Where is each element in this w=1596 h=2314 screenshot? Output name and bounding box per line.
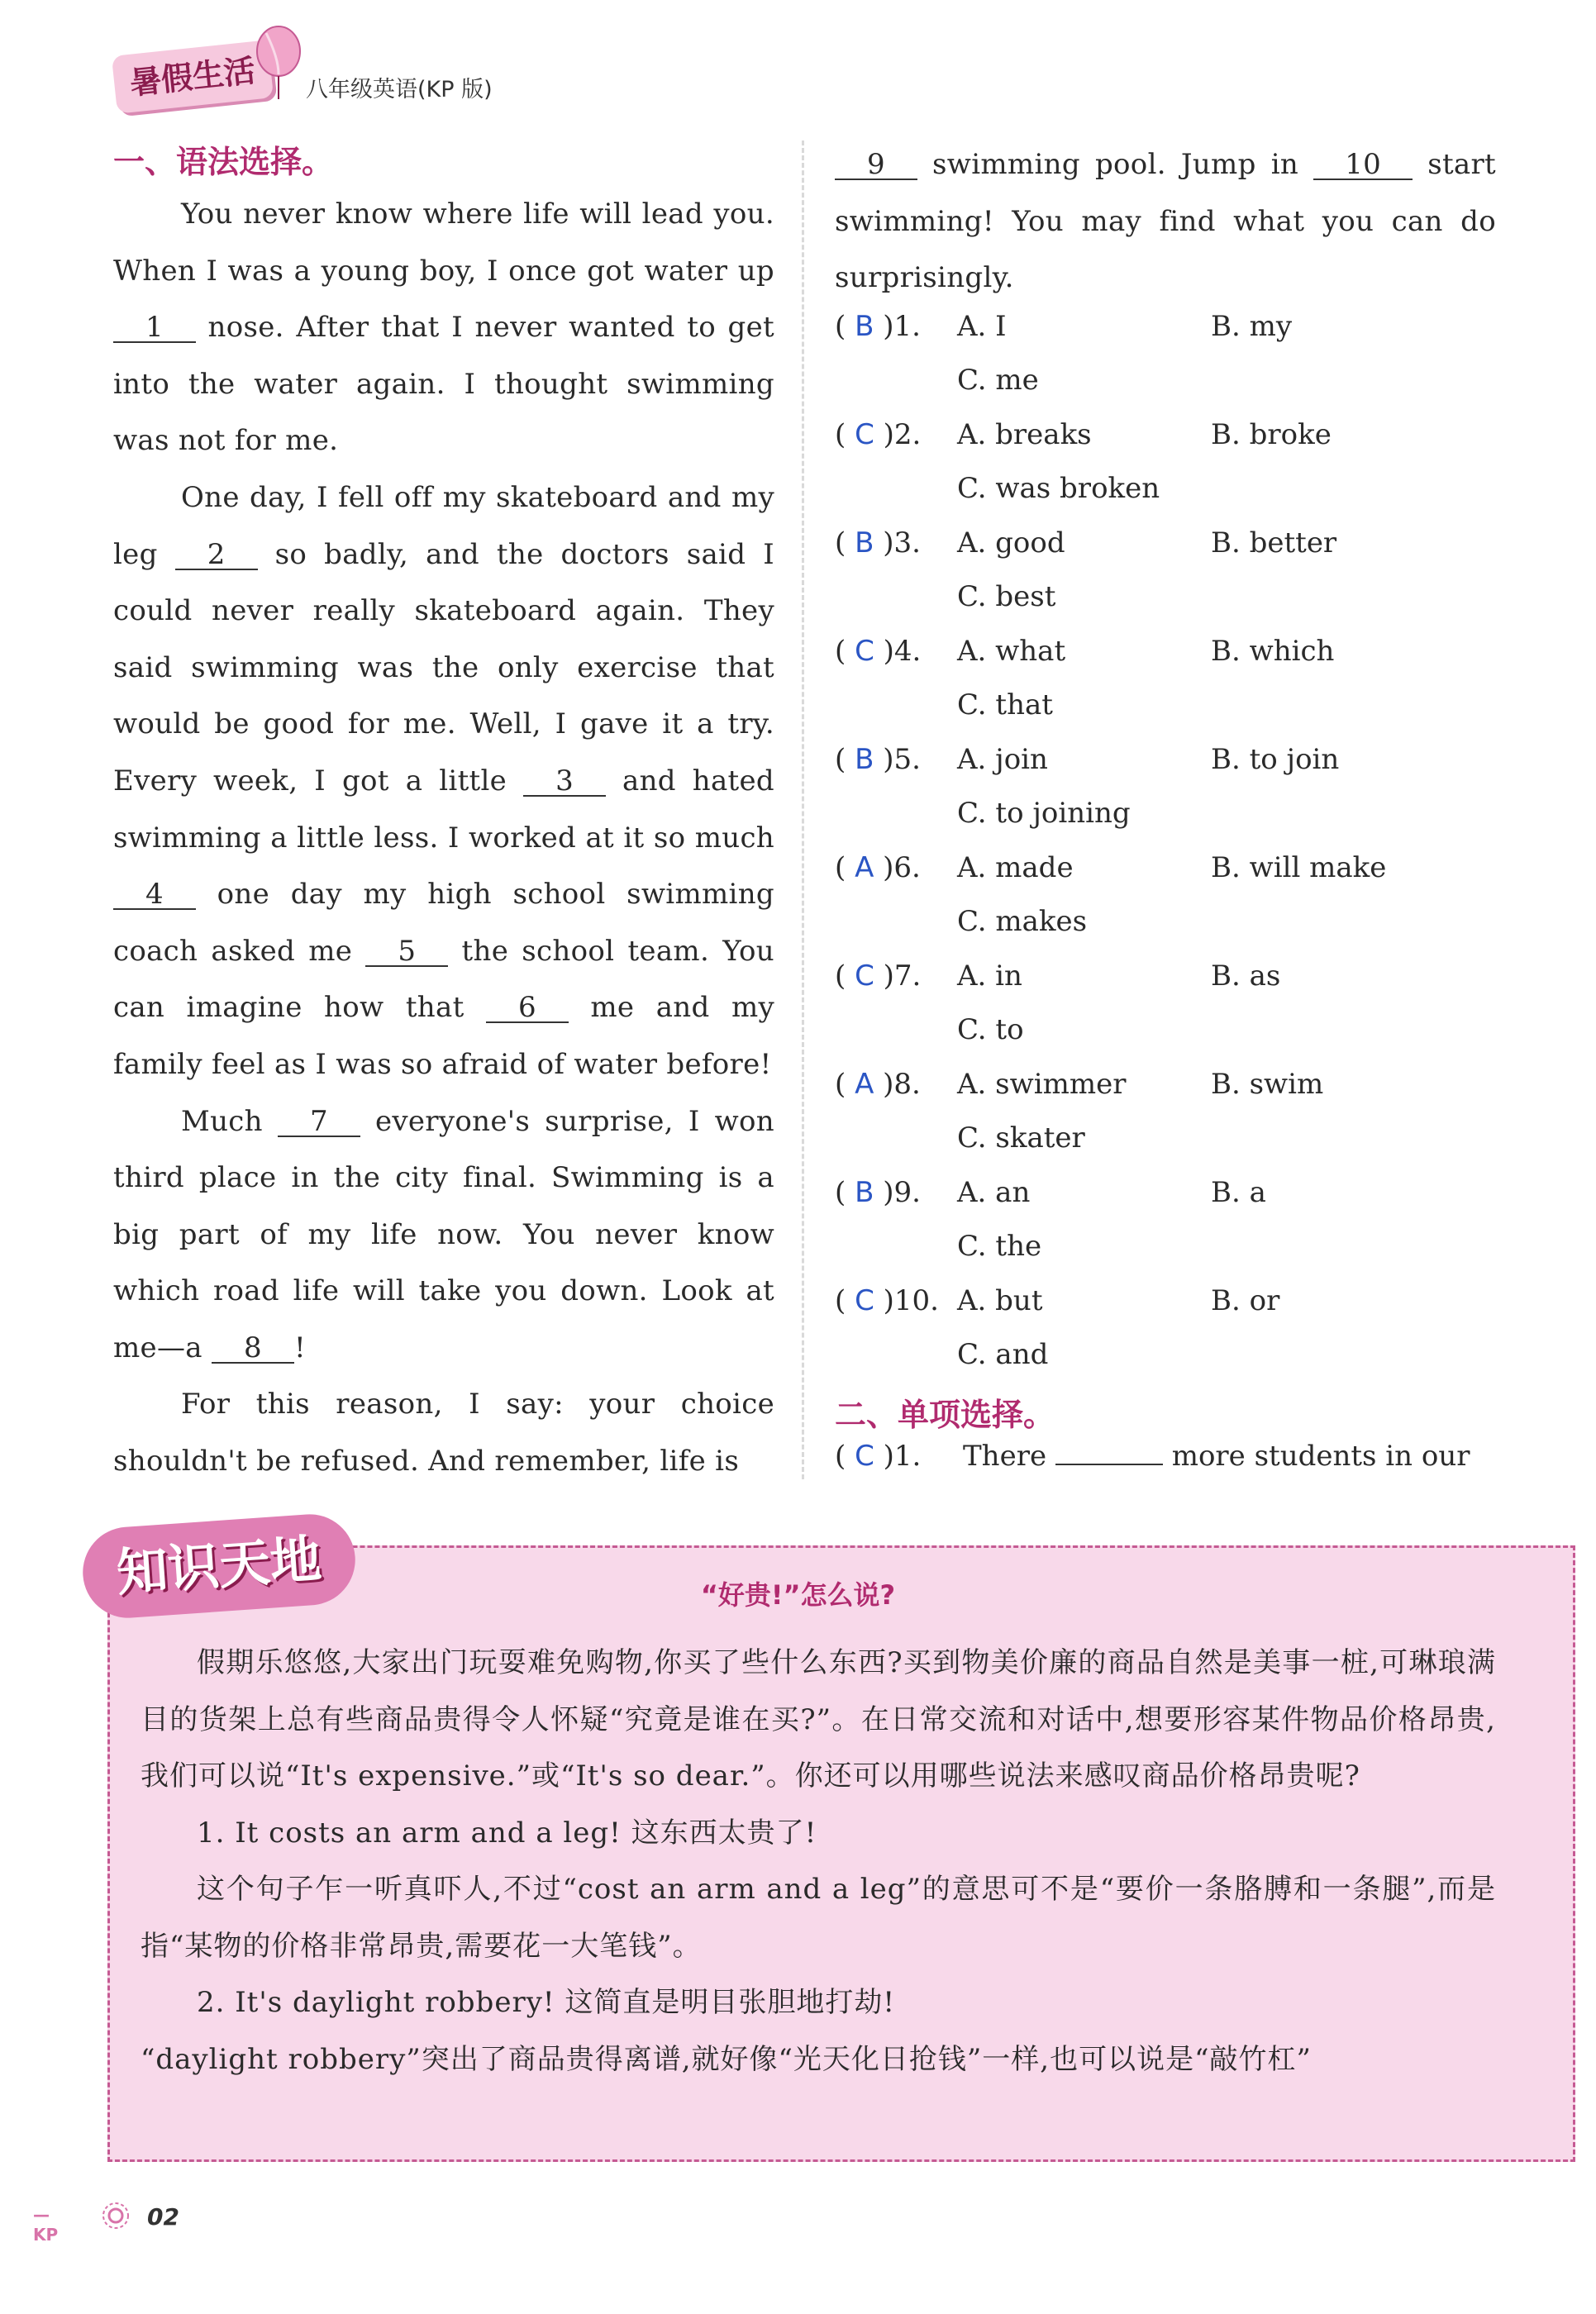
option-b: B. better [1211,526,1337,559]
blank-7: 7 [278,1107,360,1137]
blank-8: 8 [212,1334,294,1364]
question-list [835,310,1496,1393]
knowledge-paragraph: 假期乐悠悠,大家出门玩耍难免购物,你买了些什么东西?买到物美价廉的商品自然是美事一桩,可琳琅满目的货架上总有些商品贵得令人怀疑“究竟是谁在买?”。在日常交流和对话中,想要形容某件物品价格昂贵,我们可以说“It's expensive.”或“It's so dear.”。你还可以用哪些说法来感叹商品价格昂贵呢? [141,1646,1496,1793]
knowledge-paragraph: 2. It's daylight robbery! 这简直是明目张胆地打劫! [197,1986,896,2019]
option-a: A. made [957,850,1074,884]
knowledge-paragraph: 这个句子乍一听真吓人,不过“cost an arm and a leg”的意思可不是“要价一条胳膊和一条腿”,而是指“某物的价格非常昂贵,需要花一大笔钱”。 [141,1873,1496,1963]
passage [113,186,774,1490]
blank-4: 4 [113,880,196,910]
question-item: ( A )6. A. made B. will make C. makes [835,850,1387,938]
answer-mark: B [855,526,874,559]
blank-3: 3 [523,767,606,797]
option-b: B. broke [1211,417,1332,451]
answer-mark: C [855,959,874,993]
knowledge-body [141,1635,1496,2088]
blank-10: 10 [1313,150,1413,180]
option-c: C. to joining [957,796,1131,830]
blank-9: 9 [835,150,917,180]
knowledge-paragraph: 1. It costs an arm and a leg! 这东西太贵了! [197,1816,817,1850]
book-title: 八年级英语(KP 版) [306,77,493,102]
footer-tag: — KP [33,2205,59,2245]
answer-mark: C [855,634,874,668]
option-a: A. in [957,959,1022,993]
option-a: A. I [957,309,1007,343]
option-a: A. swimmer [957,1067,1127,1101]
question-item: ( A )8. A. swimmer B. swim C. skater [835,1067,1324,1155]
option-a: A. good [957,526,1065,559]
choice-question-1: ( C )1. There more students in our [835,1439,1470,1473]
question-item: ( B )3. A. good B. better C. best [835,526,1337,613]
option-b: B. as [1211,959,1281,993]
passage-paragraph-4: For this reason, I say: your choice shouldn't be refused. And remember, life is [113,1388,774,1478]
passage-paragraph-1: You never know where life will lead you. When I was a young boy, I once got water up 1 nose. After that I never wanted to get into the water again. I thought swimming was not for me. [113,198,774,458]
blank-6: 6 [486,993,569,1023]
option-a: A. what [957,634,1066,668]
option-c: C. and [957,1337,1049,1371]
answer-mark: B [855,742,874,776]
right-column [835,136,1496,1497]
option-b: B. or [1211,1283,1280,1317]
option-b: B. to join [1211,742,1340,776]
option-b: B. which [1211,634,1335,668]
option-b: B. a [1211,1175,1266,1209]
blank-5: 5 [365,937,448,967]
option-c: C. was broken [957,471,1160,505]
passage-paragraph-2: One day, I fell off my skateboard and my leg 2 so badly, and the doctors said I could never really skateboard again. They said swimming was the only exercise that would be good for me. Well, I gave it a try. Every week, I got a little 3 and hated swimming a little less. I worked at it so much 4 one day my high school swimming coach asked me 5 the school team. You can imagine how that 6 me and my family feel as I was so afraid of water before! [113,480,774,1081]
option-b: B. my [1211,309,1293,343]
option-a: A. breaks [957,417,1092,451]
question-item: ( C )7. A. in B. as C. to [835,959,1281,1046]
option-c: C. skater [957,1121,1085,1155]
page-number: 02 [147,2203,179,2231]
answer-mark: B [855,1175,874,1209]
option-c: C. that [957,688,1053,721]
question-item: ( B )9. A. an B. a C. the [835,1175,1266,1263]
option-c: C. makes [957,904,1088,938]
section-title-grammar: 一、语法选择。 [113,144,334,180]
question-item: ( C )10. A. but B. or C. and [835,1283,1280,1371]
knowledge-paragraph: “daylight robbery”突出了商品贵得离谱,就好像“光天化日抢钱”一样,也可以说是“敲竹杠” [141,2042,1312,2076]
answer-mark: C [855,1283,874,1317]
balloon-icon [250,25,307,101]
passage-paragraph-3: Much 7 everyone's surprise, I won third place in the city final. Swimming is a big part of my life now. You never know which road life will take you down. Look at me—a 8 ! [113,1104,774,1364]
option-c: C. best [957,579,1056,613]
knowledge-title: “好贵!”怎么说? [700,1579,896,1611]
blank-2: 2 [175,540,258,570]
option-c: C. me [957,363,1039,397]
question-item: ( B )1. A. I B. my C. me [835,309,1293,397]
knowledge-badge: 知识天地 [80,1512,359,1621]
option-c: C. to [957,1012,1024,1046]
answer-mark: B [855,309,874,343]
passage-continuation: 9 swimming pool. Jump in 10 start swimming! You may find what you can do surprisingly. [835,148,1496,295]
option-b: B. will make [1211,850,1387,884]
column-divider [802,140,804,1479]
answer-mark: C [855,417,874,451]
option-c: C. the [957,1229,1042,1263]
swirl-icon [91,2195,141,2236]
series-logo: 暑假生活 [112,40,274,113]
option-a: A. an [957,1175,1031,1209]
section-title-choice: 二、单项选择。 [835,1396,1055,1433]
option-a: A. join [957,742,1048,776]
answer-mark: C [855,1439,874,1473]
answer-mark: A [855,1067,874,1101]
answer-mark: A [855,850,874,884]
question-item: ( C )4. A. what B. which C. that [835,634,1335,721]
option-b: B. swim [1211,1067,1324,1101]
option-a: A. but [957,1283,1043,1317]
choice-blank [1055,1464,1163,1465]
question-item: ( B )5. A. join B. to join C. to joining [835,742,1340,830]
blank-1: 1 [113,313,196,343]
question-item: ( C )2. A. breaks B. broke C. was broken [835,417,1332,505]
